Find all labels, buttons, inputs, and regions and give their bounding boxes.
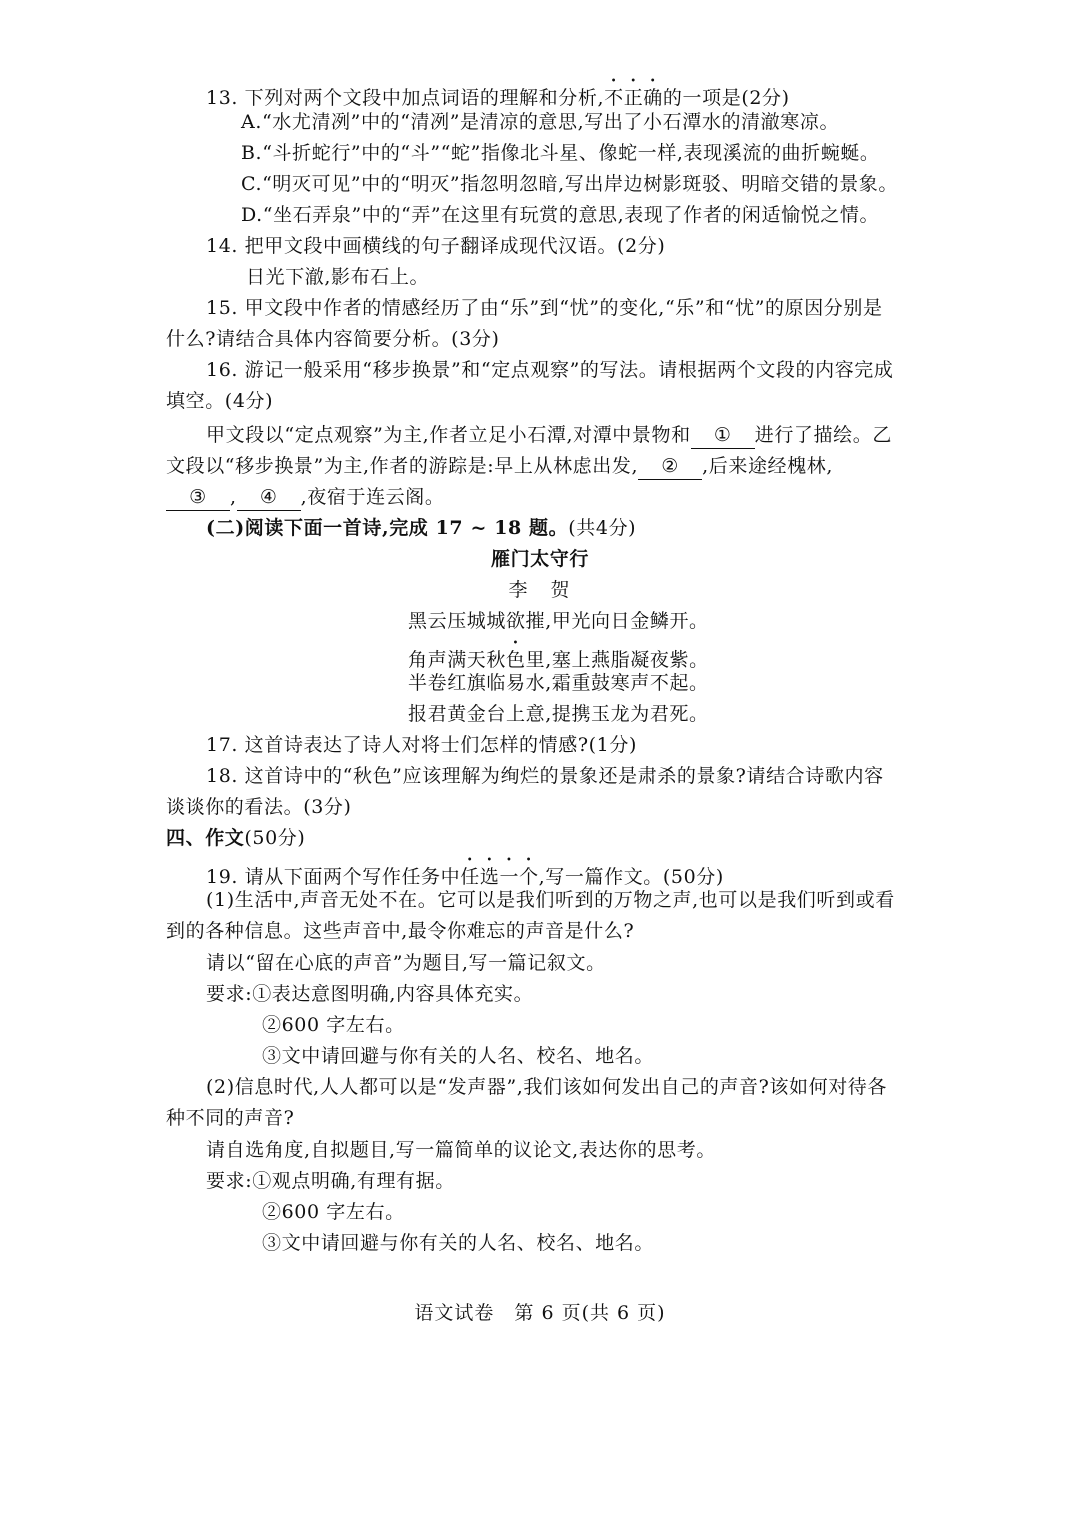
q14-stem: 14. 把甲文段中画横线的句子翻译成现代汉语。(2分) (206, 235, 666, 257)
task1-requirement-1: 要求:①表达意图明确,内容具体充实。 (206, 983, 534, 1005)
q19-emphasis: 任选一个 (460, 866, 539, 888)
q14-sentence: 日光下澈,影布石上。 (246, 266, 430, 288)
fill-blank-4[interactable]: ④ (237, 484, 301, 511)
q17-stem: 17. 这首诗表达了诗人对将士们怎样的情感?(1分) (206, 734, 637, 756)
q16-paragraph-3: ③ , ④ ,夜宿于连云阁。 (0, 483, 1080, 511)
q15-line2: 什么?请结合具体内容简要分析。(3分) (166, 328, 500, 350)
task2-line1: (2)信息时代,人人都可以是“发声器”,我们该如何发出自己的声音?该如何对待各 (206, 1076, 888, 1098)
poem-title: 雁门太守行 (490, 548, 589, 570)
fill-blank-1[interactable]: ① (691, 422, 755, 449)
poem-emphasis-char: 色 (506, 649, 526, 671)
task1-line3: 请以“留在心底的声音”为题目,写一篇记叙文。 (206, 952, 606, 974)
fill-blank-2[interactable]: ② (638, 453, 702, 480)
fill-blank-3[interactable]: ③ (166, 484, 230, 511)
q19-stem: 19. 请从下面两个写作任务中任选一个,写一篇作文。(50分) (206, 866, 724, 888)
task2-requirement-3: ③文中请回避与你有关的人名、校名、地名。 (262, 1232, 655, 1254)
q13-emphasis: 不正确 (604, 87, 663, 109)
poem-line-1: 黑云压城城欲摧,甲光向日金鳞开。 (408, 610, 709, 632)
q13-option-c: C.“明灭可见”中的“明灭”指忽明忽暗,写出岸边树影斑驳、明暗交错的景象。 (241, 173, 898, 195)
q15-line1: 15. 甲文段中作者的情感经历了由“乐”到“忧”的变化,“乐”和“忧”的原因分别是 (206, 297, 883, 319)
poem-author: 李 贺 (508, 579, 572, 601)
q16-paragraph-1: 甲文段以“定点观察”为主,作者立足小石潭,对潭中景物和 ① 进行了描绘。乙 (0, 421, 1080, 449)
poem-line-3: 半卷红旗临易水,霜重鼓寒声不起。 (408, 672, 709, 694)
poem-line-2: 角声满天秋色里,塞上燕脂凝夜紫。 (408, 649, 709, 671)
page-footer: 语文试卷 第 6 页(共 6 页) (414, 1302, 666, 1324)
section-2-heading: (二)阅读下面一首诗,完成 17 ~ 18 题。(共4分) (206, 517, 637, 539)
q18-line1: 18. 这首诗中的“秋色”应该理解为绚烂的景象还是肃杀的景象?请结合诗歌内容 (206, 765, 884, 787)
q16-line2: 填空。(4分) (166, 390, 274, 412)
task1-line2: 到的各种信息。这些声音中,最令你难忘的声音是什么? (166, 920, 635, 942)
q13-stem: 13. 下列对两个文段中加点词语的理解和分析,不正确的一项是(2分) (206, 87, 790, 109)
q16-paragraph-2: 文段以“移步换景”为主,作者的游踪是:早上从林虑出发, ② ,后来途经槐林, (0, 452, 1080, 480)
task1-requirement-2: ②600 字左右。 (262, 1014, 405, 1036)
task2-requirement-2: ②600 字左右。 (262, 1201, 405, 1223)
task2-requirement-1: 要求:①观点明确,有理有据。 (206, 1170, 455, 1192)
task2-line3: 请自选角度,自拟题目,写一篇简单的议论文,表达你的思考。 (206, 1139, 716, 1161)
task1-line1: (1)生活中,声音无处不在。它可以是我们听到的万物之声,也可以是我们听到或看 (206, 889, 895, 911)
q13-option-d: D.“坐石弄泉”中的“弄”在这里有玩赏的意思,表现了作者的闲适愉悦之情。 (241, 204, 880, 226)
q13-option-a: A.“水尤清冽”中的“清冽”是清凉的意思,写出了小石潭水的清澈寒凉。 (241, 111, 840, 133)
poem-line-4: 报君黄金台上意,提携玉龙为君死。 (408, 703, 709, 725)
task1-requirement-3: ③文中请回避与你有关的人名、校名、地名。 (262, 1045, 655, 1067)
section-4-heading: 四、作文(50分) (166, 827, 306, 849)
q18-line2: 谈谈你的看法。(3分) (166, 796, 352, 818)
task2-line2: 种不同的声音? (166, 1107, 295, 1129)
q16-line1: 16. 游记一般采用“移步换景”和“定点观察”的写法。请根据两个文段的内容完成 (206, 359, 894, 381)
q13-option-b: B.“斗折蛇行”中的“斗”“蛇”指像北斗星、像蛇一样,表现溪流的曲折蜿蜒。 (241, 142, 880, 164)
